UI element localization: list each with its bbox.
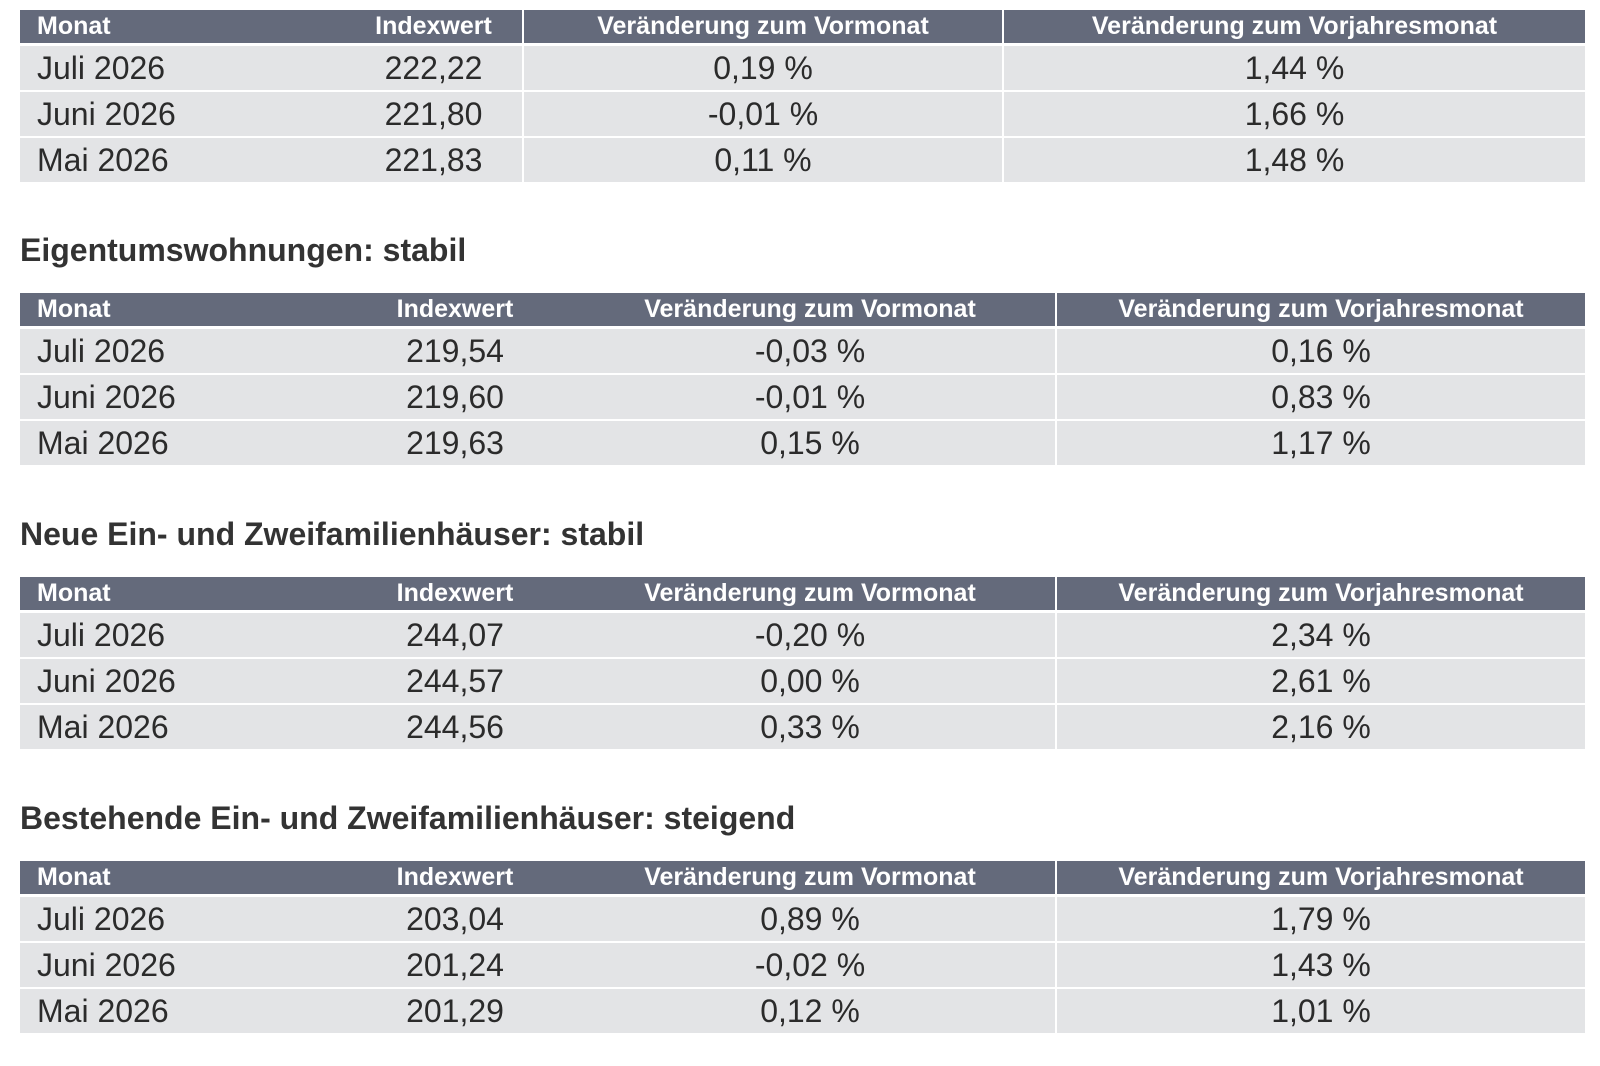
table-block-bestehende-efh bbox=[20, 861, 1585, 1033]
section-title-bestehende-efh: Bestehende Ein- und Zweifamilienhäuser: steigend bbox=[20, 800, 796, 836]
table-header-row bbox=[20, 577, 1585, 613]
cell-mom: -0,03 % bbox=[565, 329, 1055, 373]
column-header-index: Indexwert bbox=[345, 10, 522, 46]
column-header-yoy: Veränderung zum Vorjahresmonat bbox=[1055, 861, 1585, 897]
table-block-neue-efh bbox=[20, 577, 1585, 749]
table-header-row bbox=[20, 861, 1585, 897]
cell-yoy: 2,34 % bbox=[1055, 613, 1585, 657]
column-header-mom: Veränderung zum Vormonat bbox=[565, 861, 1055, 897]
column-header-index: Indexwert bbox=[345, 293, 565, 329]
index-table-neue-efh bbox=[20, 577, 1585, 749]
table-row bbox=[20, 136, 1585, 182]
table-row bbox=[20, 419, 1585, 465]
column-header-index: Indexwert bbox=[345, 577, 565, 613]
table-row bbox=[20, 46, 1585, 90]
cell-yoy: 0,83 % bbox=[1055, 373, 1585, 419]
cell-index: 219,60 bbox=[345, 373, 565, 419]
column-header-yoy: Veränderung zum Vorjahresmonat bbox=[1055, 293, 1585, 329]
column-header-mom: Veränderung zum Vormonat bbox=[565, 577, 1055, 613]
column-header-yoy: Veränderung zum Vorjahresmonat bbox=[1002, 10, 1585, 46]
table-row bbox=[20, 897, 1585, 941]
table-row bbox=[20, 703, 1585, 749]
cell-mom: -0,01 % bbox=[522, 90, 1002, 136]
cell-index: 221,83 bbox=[345, 136, 522, 182]
column-header-mom: Veränderung zum Vormonat bbox=[522, 10, 1002, 46]
cell-mom: -0,20 % bbox=[565, 613, 1055, 657]
cell-index: 244,07 bbox=[345, 613, 565, 657]
cell-index: 221,80 bbox=[345, 90, 522, 136]
index-table-eigentumswohnungen bbox=[20, 293, 1585, 465]
cell-yoy: 1,79 % bbox=[1055, 897, 1585, 941]
cell-index: 219,54 bbox=[345, 329, 565, 373]
cell-yoy: 2,16 % bbox=[1055, 703, 1585, 749]
cell-month: Juli 2026 bbox=[20, 613, 345, 657]
table-row bbox=[20, 941, 1585, 987]
table-row bbox=[20, 90, 1585, 136]
cell-month: Mai 2026 bbox=[20, 703, 345, 749]
section-title-neue-efh: Neue Ein- und Zweifamilienhäuser: stabil bbox=[20, 516, 645, 552]
cell-mom: 0,11 % bbox=[522, 136, 1002, 182]
cell-mom: 0,19 % bbox=[522, 46, 1002, 90]
section-title-eigentumswohnungen: Eigentumswohnungen: stabil bbox=[20, 232, 467, 268]
cell-mom: 0,00 % bbox=[565, 657, 1055, 703]
cell-mom: 0,89 % bbox=[565, 897, 1055, 941]
table-header-row bbox=[20, 293, 1585, 329]
cell-index: 219,63 bbox=[345, 419, 565, 465]
cell-month: Juni 2026 bbox=[20, 90, 345, 136]
cell-index: 203,04 bbox=[345, 897, 565, 941]
cell-index: 222,22 bbox=[345, 46, 522, 90]
column-header-month: Monat bbox=[20, 10, 345, 46]
column-header-index: Indexwert bbox=[345, 861, 565, 897]
cell-mom: 0,33 % bbox=[565, 703, 1055, 749]
table-row bbox=[20, 373, 1585, 419]
cell-month: Mai 2026 bbox=[20, 987, 345, 1033]
cell-month: Mai 2026 bbox=[20, 419, 345, 465]
column-header-month: Monat bbox=[20, 861, 345, 897]
cell-month: Juli 2026 bbox=[20, 897, 345, 941]
cell-month: Juli 2026 bbox=[20, 46, 345, 90]
cell-mom: -0,01 % bbox=[565, 373, 1055, 419]
column-header-month: Monat bbox=[20, 577, 345, 613]
cell-yoy: 1,43 % bbox=[1055, 941, 1585, 987]
table-row bbox=[20, 613, 1585, 657]
table-row bbox=[20, 987, 1585, 1033]
table-header-row bbox=[20, 10, 1585, 46]
table-block-overall bbox=[20, 10, 1585, 182]
cell-index: 244,56 bbox=[345, 703, 565, 749]
table-row bbox=[20, 657, 1585, 703]
cell-yoy: 1,48 % bbox=[1002, 136, 1585, 182]
index-table-overall bbox=[20, 10, 1585, 182]
cell-month: Juni 2026 bbox=[20, 657, 345, 703]
cell-mom: 0,12 % bbox=[565, 987, 1055, 1033]
cell-yoy: 1,66 % bbox=[1002, 90, 1585, 136]
cell-index: 244,57 bbox=[345, 657, 565, 703]
table-block-eigentumswohnungen bbox=[20, 293, 1585, 465]
cell-mom: -0,02 % bbox=[565, 941, 1055, 987]
column-header-yoy: Veränderung zum Vorjahresmonat bbox=[1055, 577, 1585, 613]
cell-month: Juni 2026 bbox=[20, 941, 345, 987]
column-header-month: Monat bbox=[20, 293, 345, 329]
cell-month: Mai 2026 bbox=[20, 136, 345, 182]
cell-mom: 0,15 % bbox=[565, 419, 1055, 465]
table-row bbox=[20, 329, 1585, 373]
cell-month: Juni 2026 bbox=[20, 373, 345, 419]
cell-yoy: 1,01 % bbox=[1055, 987, 1585, 1033]
cell-index: 201,24 bbox=[345, 941, 565, 987]
index-table-bestehende-efh bbox=[20, 861, 1585, 1033]
cell-yoy: 1,17 % bbox=[1055, 419, 1585, 465]
cell-index: 201,29 bbox=[345, 987, 565, 1033]
cell-yoy: 0,16 % bbox=[1055, 329, 1585, 373]
cell-month: Juli 2026 bbox=[20, 329, 345, 373]
cell-yoy: 1,44 % bbox=[1002, 46, 1585, 90]
column-header-mom: Veränderung zum Vormonat bbox=[565, 293, 1055, 329]
cell-yoy: 2,61 % bbox=[1055, 657, 1585, 703]
